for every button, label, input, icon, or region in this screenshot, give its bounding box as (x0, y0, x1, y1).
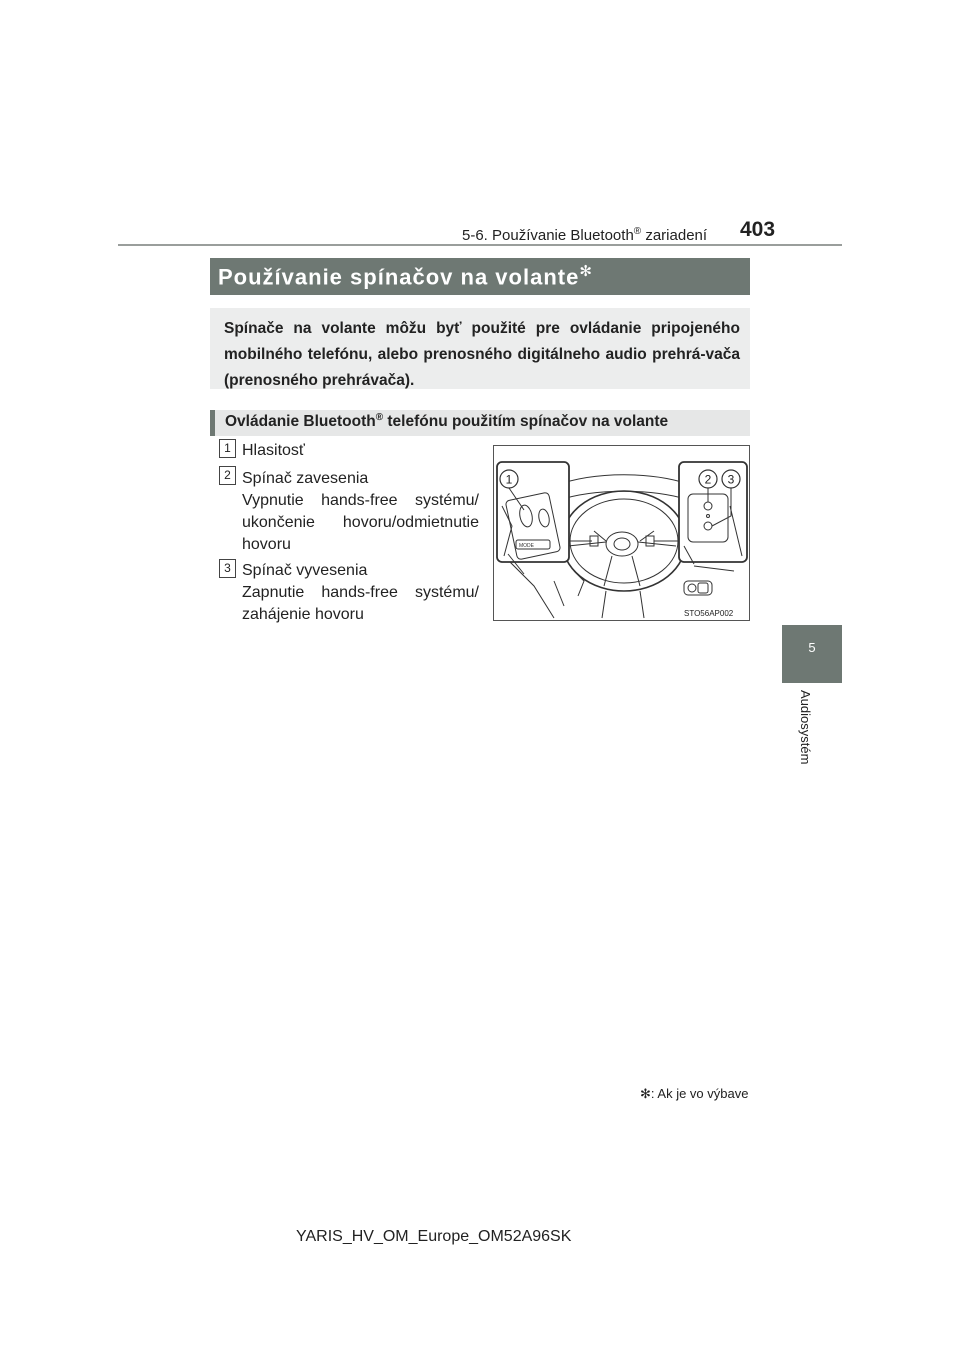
registered-mark: ® (633, 226, 642, 237)
chapter-tab-label: Audiosystém (798, 690, 813, 765)
page-title (210, 258, 750, 295)
item-2-desc-line-2: ukončenie hovoru/odmietnutie (242, 514, 479, 531)
steering-wheel-figure (493, 445, 750, 621)
callout-3: 3 (727, 472, 735, 487)
item-2 (242, 468, 479, 556)
steering-wheel-illustration (494, 446, 749, 620)
item-number-3: 3 (219, 559, 236, 578)
item-1 (242, 440, 305, 462)
item-number-2: 2 (219, 466, 236, 485)
subheading-suffix: telefónu použitím spínačov na volante (383, 413, 669, 431)
mode-button-label: MODE (519, 543, 534, 549)
subheading (210, 410, 750, 436)
page-number: 403 (740, 218, 776, 241)
header-divider (118, 244, 842, 246)
subheading-registered-mark: ® (375, 412, 384, 423)
callout-2: 2 (704, 472, 712, 487)
page-title-text: Používanie spínačov na volante (218, 264, 580, 290)
intro-text: Spínače na volante môžu byť použité pre ovládanie pripojeného mobilného telefónu, alebo prenosného digitálneho audio prehrá-vača (prenosného prehrávača). (210, 308, 750, 389)
chapter-tab-number: 5 (808, 640, 816, 655)
section-title-prefix: 5-6. Používanie Bluetooth (462, 227, 634, 244)
item-3-desc-line-2: zahájenie hovoru (242, 606, 364, 623)
item-1-title: Hlasitosť (242, 442, 305, 459)
asterisk-mark: ✻ (579, 263, 593, 280)
footnote (640, 1086, 748, 1102)
callout-1: 1 (505, 472, 513, 487)
footnote-mark: ✻ (640, 1086, 651, 1101)
item-2-title: Spínač zavesenia (242, 470, 369, 487)
section-title-suffix: zariadení (641, 227, 708, 244)
footnote-text: : Ak je vo výbave (650, 1086, 749, 1101)
item-3-title: Spínač vyvesenia (242, 562, 368, 579)
subheading-prefix: Ovládanie Bluetooth (225, 413, 376, 431)
item-2-desc-line-1: Vypnutie hands-free systému/ (242, 492, 479, 509)
item-2-desc-line-3: hovoru (242, 536, 291, 553)
item-3 (242, 560, 479, 626)
item-number-1: 1 (219, 439, 236, 458)
item-3-desc-line-1: Zapnutie hands-free systému/ (242, 584, 479, 601)
figure-code: STO56AP002 (684, 609, 734, 618)
section-header (462, 226, 707, 244)
document-footer: YARIS_HV_OM_Europe_OM52A96SK (296, 1228, 572, 1245)
